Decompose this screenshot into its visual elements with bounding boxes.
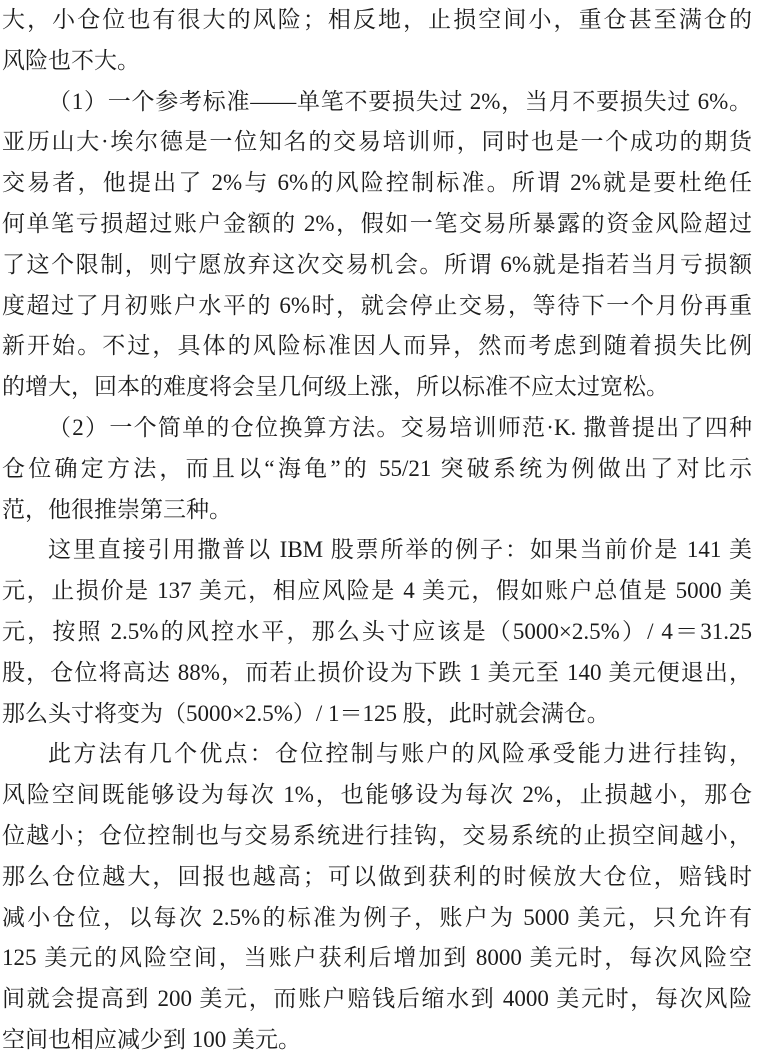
- paragraph-risk-standard: [2, 82, 752, 408]
- text-line: 何单笔亏损超过账户金额的 2%，假如一笔交易所暴露的资金风险超过: [2, 210, 752, 236]
- paragraph-position-method: [2, 408, 752, 530]
- text-line: 新开始。不过，具体的风险标准因人而异，然而考虑到随着损失比例: [2, 333, 752, 359]
- text-line: 此方法有几个优点：仓位控制与账户的风险承受能力进行挂钩，: [48, 741, 752, 767]
- text-line: （1）一个参考标准——单笔不要损失过 2%，当月不要损失过 6%。: [48, 88, 752, 114]
- text-line: 那么头寸将变为（5000×2.5%）/ 1＝125 股，此时就会满仓。: [2, 700, 610, 726]
- text-line: 了这个限制，则宁愿放弃这次交易机会。所谓 6%就是指若当月亏损额: [2, 251, 752, 277]
- body-text: [2, 0, 752, 1061]
- text-line: 那么仓位越大，回报也越高；可以做到获利的时候放大仓位，赔钱时: [2, 863, 752, 889]
- text-line: 风险也不大。: [2, 47, 140, 73]
- paragraph-continued: [2, 0, 752, 82]
- text-line: 范，他很推崇第三种。: [2, 496, 232, 522]
- paragraph-advantages: [2, 734, 752, 1060]
- text-line: 位越小；仓位控制也与交易系统进行挂钩，交易系统的止损空间越小，: [2, 822, 752, 848]
- text-line: （2）一个简单的仓位换算方法。交易培训师范·K. 撒普提出了四种: [48, 414, 752, 440]
- text-line: 交易者，他提出了 2%与 6%的风险控制标准。所谓 2%就是要杜绝任: [2, 170, 752, 196]
- text-line: 元，按照 2.5%的风控水平，那么头寸应该是（5000×2.5%）/ 4＝31.25: [2, 618, 752, 644]
- text-line: 减小仓位，以每次 2.5%的标准为例子，账户为 5000 美元，只允许有: [2, 904, 752, 930]
- text-line: 风险空间既能够设为每次 1%，也能够设为每次 2%，止损越小，那仓: [2, 782, 752, 808]
- text-line: 仓位确定方法，而且以“海龟”的 55/21 突破系统为例做出了对比示: [2, 455, 752, 481]
- text-line: 的增大，回本的难度将会呈几何级上涨，所以标准不应太过宽松。: [2, 374, 669, 400]
- paragraph-ibm-example: [2, 530, 752, 734]
- text-line: 亚历山大·埃尔德是一位知名的交易培训师，同时也是一个成功的期货: [2, 129, 752, 155]
- text-line: 大，小仓位也有很大的风险；相反地，止损空间小，重仓甚至满仓的: [2, 7, 752, 32]
- text-line: 这里直接引用撒普以 IBM 股票所举的例子：如果当前价是 141 美: [48, 537, 752, 563]
- text-line: 度超过了月初账户水平的 6%时，就会停止交易，等待下一个月份再重: [2, 292, 752, 318]
- text-line: 间就会提高到 200 美元，而账户赔钱后缩水到 4000 美元时，每次风险: [2, 986, 752, 1012]
- text-line: 空间也相应减少到 100 美元。: [2, 1026, 301, 1052]
- text-line: 125 美元的风险空间，当账户获利后增加到 8000 美元时，每次风险空: [2, 945, 752, 971]
- text-line: 元，止损价是 137 美元，相应风险是 4 美元，假如账户总值是 5000 美: [2, 578, 752, 604]
- text-line: 股，仓位将高达 88%，而若止损价设为下跌 1 美元至 140 美元便退出，: [2, 659, 752, 685]
